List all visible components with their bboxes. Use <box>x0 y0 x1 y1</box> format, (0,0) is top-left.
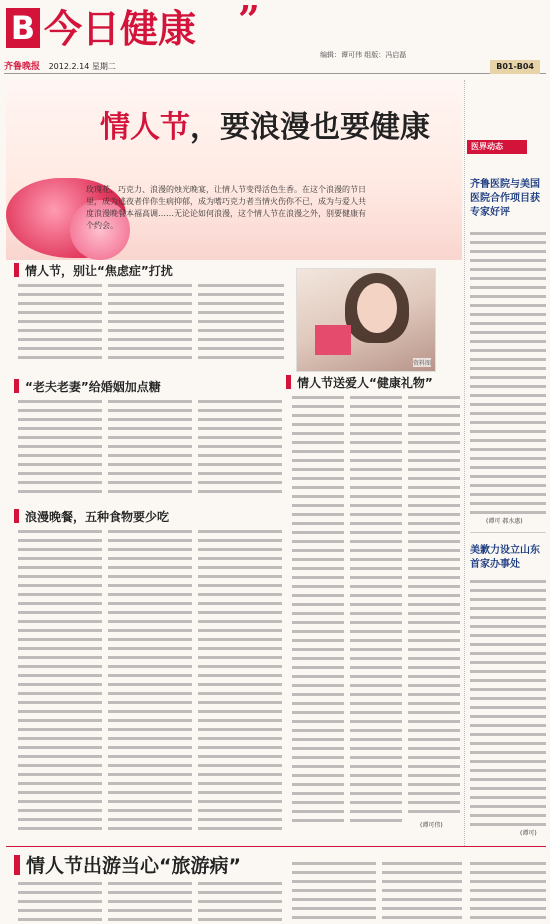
section-letter: B <box>6 8 40 48</box>
section-title-anxiety: 情人节，别让“焦虑症”打扰 <box>14 262 173 280</box>
dateline <box>4 60 546 74</box>
body-text <box>18 400 102 494</box>
section-title-marriage: “老夫老妻”给婚姻加点糖 <box>14 378 161 396</box>
divider <box>470 532 546 533</box>
page-range: B01-B04 <box>490 60 540 74</box>
divider <box>6 846 546 847</box>
body-text <box>292 396 344 824</box>
photo-caption: 资料图 <box>412 360 431 367</box>
body-text <box>198 284 284 362</box>
sidebar-headline-1: 齐鲁医院与美国医院合作项目获专家好评 <box>470 179 540 218</box>
body-text <box>108 400 192 494</box>
lead-headline <box>100 108 430 148</box>
section-title-food: 浪漫晚餐，五种食物要少吃 <box>14 508 169 526</box>
bottom-headline: 情人节出游当心“旅游病” <box>14 852 241 880</box>
editors-line: 编辑：谭可伟 组版：冯启磊 <box>320 51 407 59</box>
body-text <box>108 530 192 830</box>
page-title: 今日健康 <box>44 7 197 51</box>
body-text <box>108 882 192 922</box>
body-text <box>18 882 102 922</box>
sidebar-tag: 医界动态 <box>467 140 527 154</box>
article-credit: (谭可伟) <box>420 822 443 829</box>
body-text <box>18 284 102 362</box>
body-text <box>198 400 282 494</box>
body-text <box>470 232 546 514</box>
gift-box-icon <box>315 325 351 355</box>
body-text <box>470 580 546 826</box>
section-title-gifts: 情人节送爱人“健康礼物” <box>286 374 433 392</box>
body-text <box>470 862 546 922</box>
sidebar-credit-1: (谭可 郝水惠) <box>486 518 523 525</box>
body-text <box>198 882 282 922</box>
body-text <box>408 396 460 816</box>
couple-gift-photo <box>296 268 436 372</box>
sidebar-credit-2: (谭可) <box>520 830 537 837</box>
issue-date: 2012.2.14 星期二 <box>48 62 116 71</box>
body-text <box>108 284 192 362</box>
lead-headline-red: 情人节 <box>100 110 190 145</box>
body-text <box>350 396 402 824</box>
body-text <box>292 862 376 922</box>
lead-intro: 玫瑰花、巧克力、浪漫的烛光晚宴，让情人节变得活色生香。在这个浪漫的节日里，成为逃夜者伴你生病抑郁，成为嗜巧克力者当情火伤你不已，成为与爱人共度浪漫晚餐本福高调……无论论如何浪漫，这个情人节在浪漫之外，别要健康有个约会。 <box>86 185 366 230</box>
body-text <box>382 862 462 922</box>
title-quote-mark: ” <box>238 0 260 42</box>
body-text <box>198 530 282 830</box>
newspaper-brand: 齐鲁晚报 <box>4 62 41 72</box>
lead-headline-black: ，要浪漫也要健康 <box>190 110 430 145</box>
sidebar-headline-2: 美歉力设立山东首家办事处 <box>470 545 540 570</box>
body-text <box>18 530 102 830</box>
